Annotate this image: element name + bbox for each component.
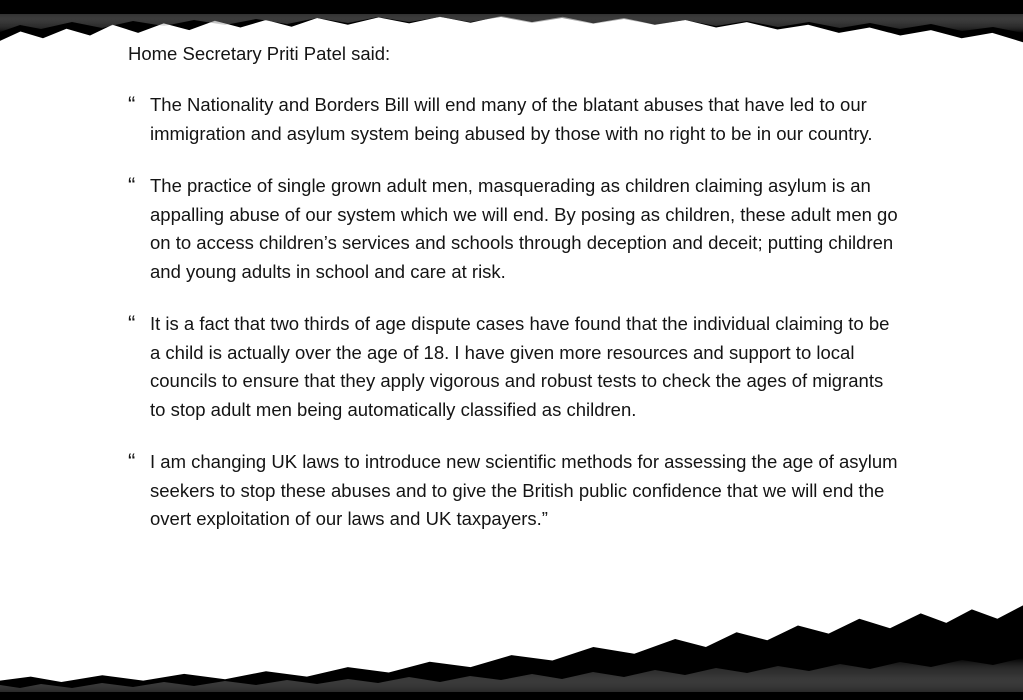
quote-paragraph-3: [128, 310, 898, 424]
quote-text: I am changing UK laws to introduce new scientific methods for assessing the age of asylum seekers to stop these abuses and to give the British public confidence that we will end the overt exploitation of our laws and UK taxpayers.”: [150, 451, 898, 529]
open-quote-mark-icon: “: [128, 449, 136, 474]
open-quote-mark-icon: “: [128, 173, 136, 198]
quote-paragraph-2: [128, 172, 898, 286]
quote-paragraph-4: [128, 448, 898, 534]
quote-text: The Nationality and Borders Bill will end many of the blatant abuses that have led to our immigration and asylum system being abused by those with no right to be in our country.: [150, 94, 873, 144]
intro-paragraph: Home Secretary Priti Patel said:: [128, 43, 391, 64]
open-quote-mark-icon: “: [128, 311, 136, 336]
quote-text: It is a fact that two thirds of age dispute cases have found that the individual claiming to be a child is actually over the age of 18. I have given more resources and support to local councils to ensure that they apply vigorous and robust tests to check the ages of migrants to stop adult men being automatically classified as children.: [150, 313, 890, 420]
quote-text: The practice of single grown adult men, masquerading as children claiming asylum is an appalling abuse of our system which we will end. By posing as children, these adult men go on to access children’s services and schools through deception and deceit; putting children and young adults in school and care at risk.: [150, 175, 898, 282]
open-quote-mark-icon: “: [128, 92, 136, 117]
article-content: [128, 40, 898, 534]
quote-paragraph-1: [128, 91, 898, 148]
